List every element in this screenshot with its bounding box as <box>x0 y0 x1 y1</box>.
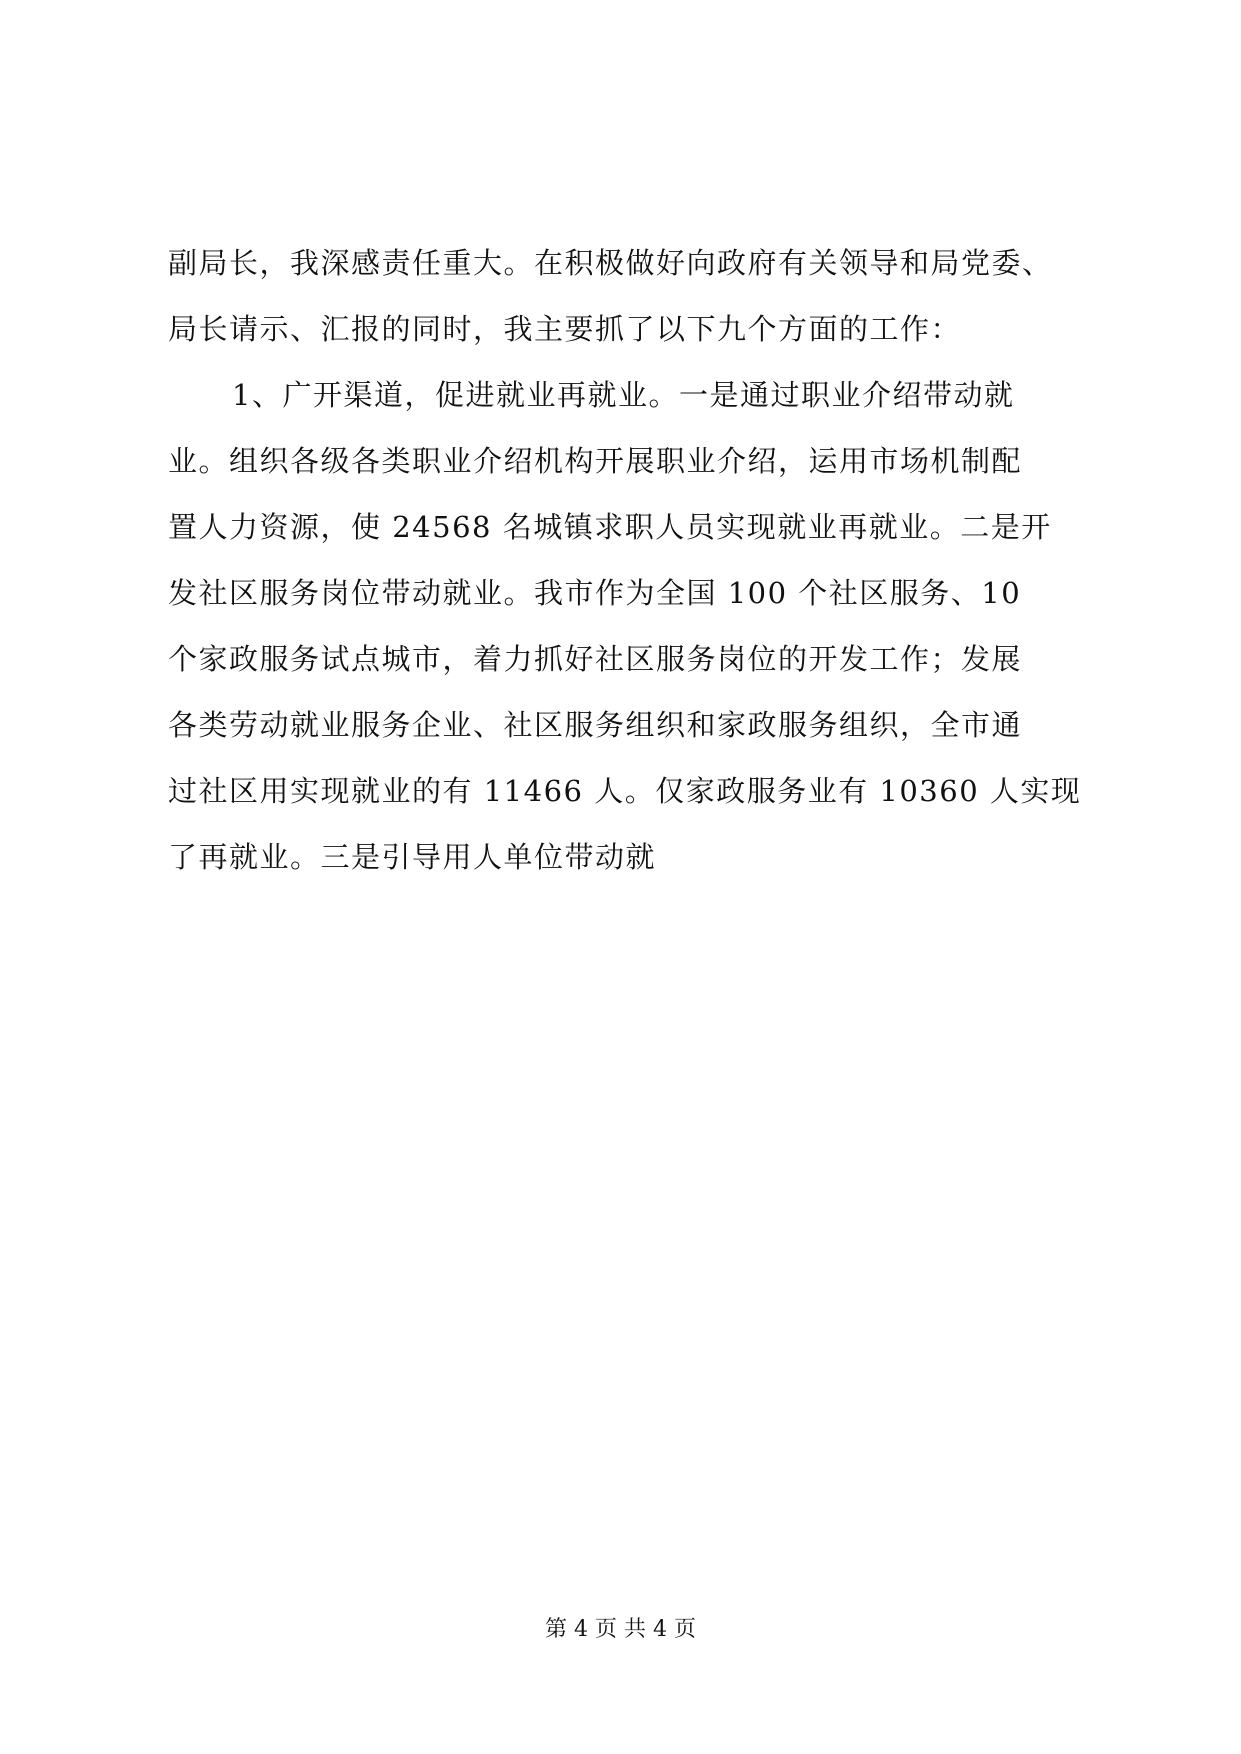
text-line: 副局长，我深感责任重大。在积极做好向政府有关领导和局党委、 <box>168 246 1053 280</box>
text-line: 置人力资源，使 24568 名城镇求职人员实现就业再就业。二是开 <box>168 510 1052 544</box>
text-line: 业。组织各级各类职业介绍机构开展职业介绍，运用市场机制配 <box>168 444 1023 478</box>
text-line: 了再就业。三是引导用人单位带动就 <box>168 840 657 874</box>
page-footer <box>0 1615 1241 1645</box>
text-line: 发社区服务岗位带动就业。我市作为全国 100 个社区服务、10 <box>168 576 1022 610</box>
text-line: 各类劳动就业服务企业、社区服务组织和家政服务组织，全市通 <box>168 708 1023 742</box>
text-line: 局长请示、汇报的同时，我主要抓了以下九个方面的工作： <box>168 312 962 346</box>
body-text <box>168 230 1088 890</box>
paragraph-start-line: 1、广开渠道，促进就业再就业。一是通过职业介绍带动就 <box>232 378 1015 412</box>
page-number: 第 4 页 共 4 页 <box>545 1617 696 1642</box>
text-line: 个家政服务试点城市，着力抓好社区服务岗位的开发工作；发展 <box>168 642 1023 676</box>
text-line: 过社区用实现就业的有 11466 人。仅家政服务业有 10360 人实现 <box>168 774 1082 808</box>
